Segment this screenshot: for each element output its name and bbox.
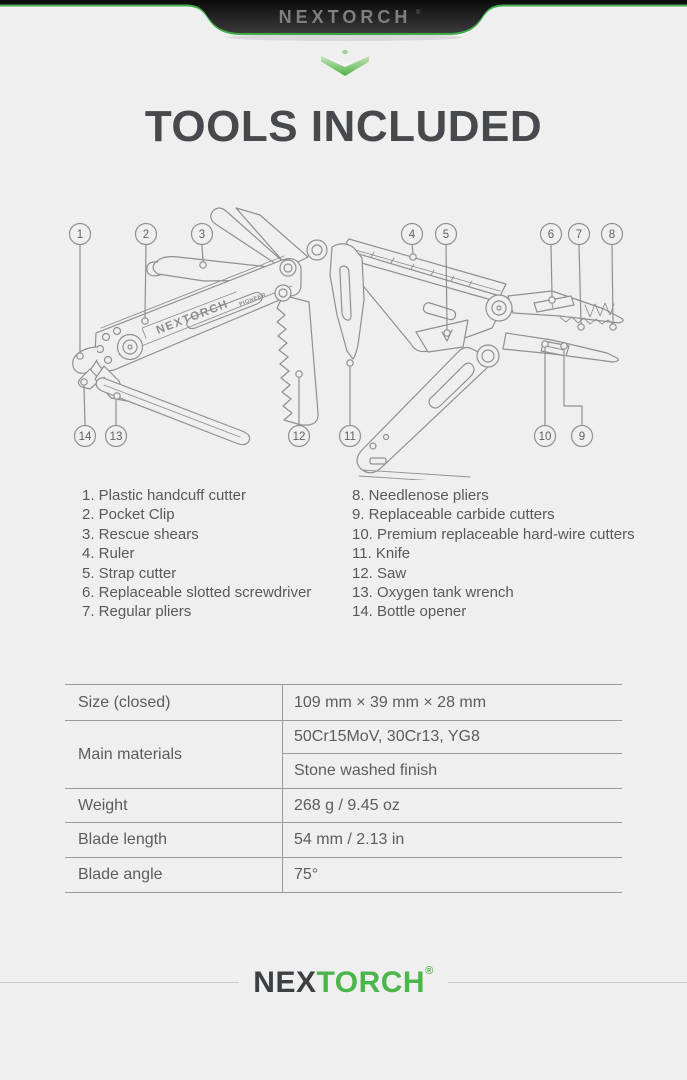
callout-dot-10: [542, 341, 548, 347]
banner-brand-text: NEXTORCH: [278, 7, 412, 27]
footer-divider-right: [448, 982, 687, 983]
footer-registered-mark: ®: [425, 964, 434, 977]
tool-list-item: 4. Ruler: [82, 545, 135, 563]
tool-list-item: 7. Regular pliers: [82, 603, 192, 621]
tool-list-item: 10. Premium replaceable hard-wire cutters: [352, 525, 635, 543]
callout-dot-13: [114, 393, 120, 399]
callout-dot-7: [578, 324, 584, 330]
tool-list-item: 3. Rescue shears: [82, 525, 199, 543]
callout-dot-3: [200, 262, 206, 268]
callout-number-10: 10: [538, 431, 552, 443]
callout-dot-6: [549, 297, 555, 303]
header-banner: [0, 0, 687, 48]
callout-number-3: 3: [198, 229, 206, 241]
right-handle-drawing: [357, 348, 489, 480]
callout-number-14: 14: [78, 431, 92, 443]
tool-list-right: [352, 486, 635, 622]
footer-brand-logo: [253, 965, 433, 1000]
callout-leader-4: [412, 245, 413, 253]
callout-dot-11: [347, 360, 353, 366]
saw-drawing: [277, 296, 318, 425]
spec-value-stack: [283, 721, 622, 788]
callout-dot-5: [444, 330, 450, 336]
spec-label: Size (closed): [65, 685, 283, 720]
banner-registered-mark: ®: [416, 10, 421, 16]
spec-row-blade-angle: [65, 857, 622, 892]
callout-dot-12: [296, 371, 302, 377]
spec-row-blade-length: [65, 822, 622, 857]
callout-number-11: 11: [344, 431, 356, 443]
tool-list-item: 1. Plastic handcuff cutter: [82, 487, 246, 504]
spec-value: 268 g / 9.45 oz: [294, 796, 400, 814]
tool-list-item: 8. Needlenose pliers: [352, 487, 489, 504]
tool-list-item: 5. Strap cutter: [82, 564, 177, 582]
handle-engraving-brand: NEXTORCH: [154, 298, 231, 337]
spec-label: Blade length: [65, 823, 283, 857]
spec-value: 54 mm / 2.13 in: [294, 831, 405, 848]
tool-list-left: [82, 486, 311, 622]
callout-number-2: 2: [142, 229, 150, 241]
banner-shadow: [227, 34, 463, 41]
footer: [0, 966, 687, 998]
tool-list-item: 9. Replaceable carbide cutters: [352, 506, 555, 524]
tool-list-item: 2. Pocket Clip: [82, 506, 175, 524]
callout-leader-2: [145, 245, 146, 317]
tool-list-item: 11. Knife: [352, 545, 411, 563]
spec-label: Blade angle: [65, 858, 283, 892]
footer-brand-green: TORCH: [316, 965, 426, 999]
handle-engraving-model: PIONEER: [238, 292, 268, 308]
callout-dot-4: [410, 254, 416, 260]
knife-drawing: [330, 244, 364, 359]
callout-leader-14: [84, 386, 85, 425]
callout-number-4: 4: [408, 229, 416, 241]
spec-value: Stone washed finish: [283, 753, 622, 788]
page-title: TOOLS INCLUDED: [144, 102, 543, 151]
spec-row-size: [65, 684, 622, 720]
callout-number-9: 9: [578, 431, 586, 443]
callout-dot-1: [77, 353, 83, 359]
tool-list-item: 13. Oxygen tank wrench: [352, 584, 514, 602]
spec-value: 50Cr15MoV, 30Cr13, YG8: [294, 728, 480, 745]
spec-row-materials: [65, 720, 622, 788]
tool-list-item: 6. Replaceable slotted screwdriver: [82, 584, 312, 602]
tool-list-item: 12. Saw: [352, 564, 407, 582]
callout-leader-6: [551, 245, 552, 296]
spec-value: 109 mm × 39 mm × 28 mm: [294, 693, 487, 711]
spec-label: Weight: [65, 789, 283, 822]
callout-number-6: 6: [547, 229, 555, 241]
callout-dot-14: [81, 379, 87, 385]
specs-table: [65, 684, 622, 893]
callout-number-8: 8: [608, 229, 616, 241]
callout-leader-9: [564, 350, 582, 425]
callout-dot-9: [561, 343, 567, 349]
callout-number-13: 13: [109, 431, 123, 443]
spec-value: 75°: [294, 866, 319, 883]
callout-leader-8: [612, 245, 613, 323]
footer-divider-left: [0, 982, 239, 983]
footer-brand-dark: NEX: [253, 965, 317, 999]
callout-dot-2: [142, 318, 148, 324]
callout-dot-8: [610, 324, 616, 330]
multitool-diagram: [0, 205, 687, 480]
callout-number-5: 5: [442, 229, 450, 241]
callout-number-1: 1: [76, 229, 84, 241]
callout-leader-3: [202, 245, 203, 261]
spec-row-weight: [65, 788, 622, 822]
callout-number-12: 12: [292, 431, 306, 443]
chevron-down-icon: [319, 49, 371, 77]
callout-number-7: 7: [575, 229, 583, 241]
tool-list-item: 14. Bottle opener: [352, 603, 467, 621]
spec-label: Main materials: [65, 721, 283, 788]
